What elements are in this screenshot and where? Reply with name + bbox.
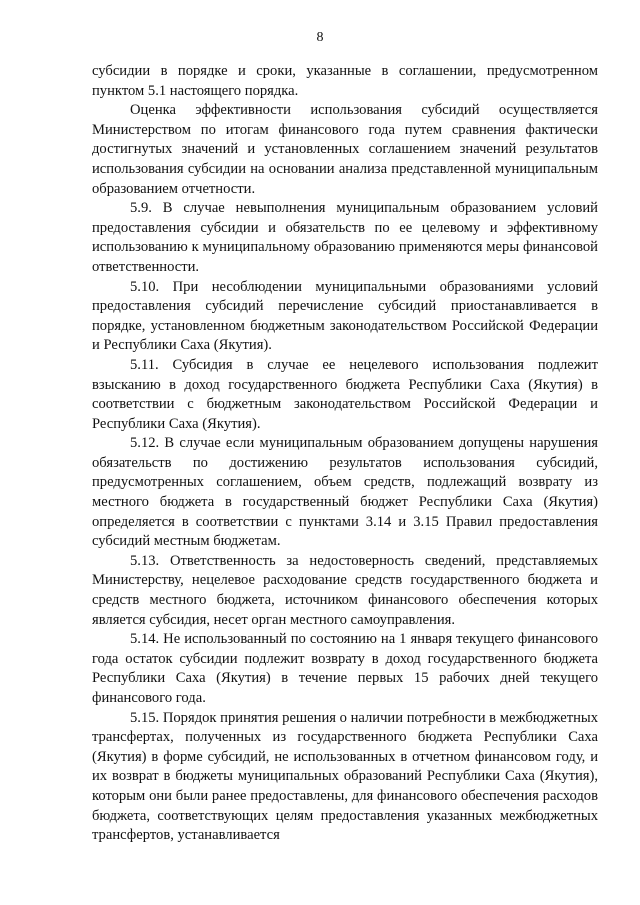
paragraph-5-14: 5.14. Не использованный по состоянию на 1 января текущего финансового года остаток субсидии подлежит возврату в доход государственного бюджета Республики Саха (Якутия) в течение первых 15 рабочих дней текущего финансового года. <box>92 631 598 706</box>
page-number: 8 <box>316 30 324 45</box>
paragraph-5-13: 5.13. Ответственность за недостоверность сведений, представляемых Министерству, нецелевое расходование средств государственного бюджета и средств местного бюджета, источником финансового обеспечения которых является субсидия, несет орган местного самоуправления. <box>92 552 598 628</box>
paragraph-5-9: 5.9. В случае невыполнения муниципальным образованием условий предоставления субсидии и обязательств по ее целевому и эффективному использованию к муниципальному образованию применяются меры финансовой ответственности. <box>92 200 598 275</box>
paragraph-5-11: 5.11. Субсидия в случае ее нецелевого использования подлежит взысканию в доход государственного бюджета Республики Саха (Якутия) в соответствии с бюджетным законодательством Российской Федерации и Республики Саха (Якутия). <box>92 356 598 432</box>
document-body <box>92 62 598 846</box>
paragraph-5-15: 5.15. Порядок принятия решения о наличии потребности в межбюджетных трансфертах, полученных из государственного бюджета Республики Саха (Якутия) в форме субсидий, не использованных в отчетном финансовом году, и их возврат в бюджеты муниципальных образований Республики Саха (Якутия), которым они были ранее предоставлены, для финансового обеспечения расходов бюджета, соответствующих целям предоставления указанных межбюджетных трансфертов, устанавливается <box>92 709 598 844</box>
paragraph-continuation: субсидии в порядке и сроки, указанные в соглашении, предусмотренном пунктом 5.1 настоящего порядка. <box>92 63 598 99</box>
paragraph-evaluation: Оценка эффективности использования субсидий осуществляется Министерством по итогам финансового года путем сравнения фактически достигнутых значений и установленных соглашением значений результатов использования субсидии на основании анализа представленной муниципальным образованием отчетности. <box>92 102 598 197</box>
paragraph-5-10: 5.10. При несоблюдении муниципальными образованиями условий предоставления субсидий перечисление субсидий приостанавливается в порядке, установленном бюджетным законодательством Российской Федерации и Республики Саха (Якутия). <box>92 278 598 354</box>
paragraph-5-12: 5.12. В случае если муниципальным образованием допущены нарушения обязательств по достижению результатов использования субсидий, предусмотренных соглашением, объем средств, подлежащий возврату из местного бюджета в государственный бюджет Республики Саха (Якутия) определяется в соответствии с пунктами 3.14 и 3.15 Правил предоставления субсидий местным бюджетам. <box>92 435 598 550</box>
